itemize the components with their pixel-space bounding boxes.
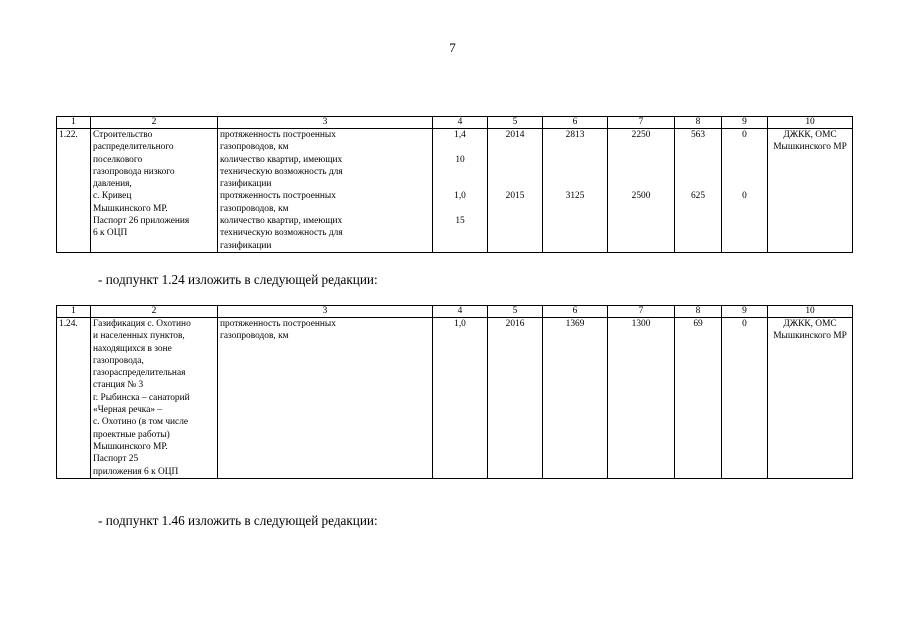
value-col-7: 1300 <box>608 318 675 479</box>
value-col-6: 1369 <box>543 318 608 479</box>
table-1-24 <box>56 305 853 479</box>
table-row <box>57 129 853 253</box>
header-cell: 6 <box>543 306 608 318</box>
header-cell: 2 <box>91 117 218 129</box>
value-col-4: 1,0 <box>433 318 488 479</box>
item-name: Газификация с. Охотино и населенных пунктов, находящихся в зоне газопровода, газораспределительная станция № 3 г. Рыбинска – санаторий «Черная речка» – с. Охотино (в том числе проектные работы) Мышкинского МР. Паспорт 25 приложения 6 к ОЦП <box>91 318 218 479</box>
header-row <box>57 306 853 318</box>
header-cell: 5 <box>488 306 543 318</box>
header-cell: 10 <box>768 117 853 129</box>
value-col-9: 0 0 <box>722 129 768 253</box>
header-cell: 2 <box>91 306 218 318</box>
item-name: Строительство распределительного поселкового газопровода низкого давления, с. Кривец Мышкинского МР. Паспорт 26 приложения 6 к ОЦП <box>91 129 218 253</box>
header-cell: 9 <box>722 117 768 129</box>
header-cell: 1 <box>57 117 91 129</box>
paragraph-1-24: - подпункт 1.24 изложить в следующей редакции: <box>98 272 378 287</box>
table-1-22 <box>56 116 853 253</box>
page-number: 7 <box>449 40 456 55</box>
indicators: протяженность построенных газопроводов, км количество квартир, имеющих техническую возможность для газификации протяженность построенных газопроводов, км количество квартир, имеющих техническую возможность для газификации <box>218 129 433 253</box>
header-cell: 10 <box>768 306 853 318</box>
responsible: ДЖКК, ОМС Мышкинского МР <box>768 318 853 479</box>
header-cell: 3 <box>218 306 433 318</box>
value-col-5: 2014 2015 <box>488 129 543 253</box>
item-number: 1.24. <box>57 318 91 479</box>
header-cell: 8 <box>675 306 722 318</box>
header-cell: 7 <box>608 117 675 129</box>
header-cell: 5 <box>488 117 543 129</box>
header-row <box>57 117 853 129</box>
value-col-8: 563 625 <box>675 129 722 253</box>
value-col-9: 0 <box>722 318 768 479</box>
table-row <box>57 318 853 479</box>
header-cell: 9 <box>722 306 768 318</box>
header-cell: 4 <box>433 306 488 318</box>
value-col-8: 69 <box>675 318 722 479</box>
header-cell: 4 <box>433 117 488 129</box>
indicators: протяженность построенных газопроводов, км <box>218 318 433 479</box>
value-col-6: 2813 3125 <box>543 129 608 253</box>
header-cell: 7 <box>608 306 675 318</box>
header-cell: 8 <box>675 117 722 129</box>
paragraph-1-46: - подпункт 1.46 изложить в следующей редакции: <box>98 513 378 528</box>
header-cell: 3 <box>218 117 433 129</box>
header-cell: 6 <box>543 117 608 129</box>
value-col-4: 1,4 10 1,0 15 <box>433 129 488 253</box>
item-number: 1.22. <box>57 129 91 253</box>
value-col-7: 2250 2500 <box>608 129 675 253</box>
value-col-5: 2016 <box>488 318 543 479</box>
responsible: ДЖКК, ОМС Мышкинского МР <box>768 129 853 253</box>
header-cell: 1 <box>57 306 91 318</box>
